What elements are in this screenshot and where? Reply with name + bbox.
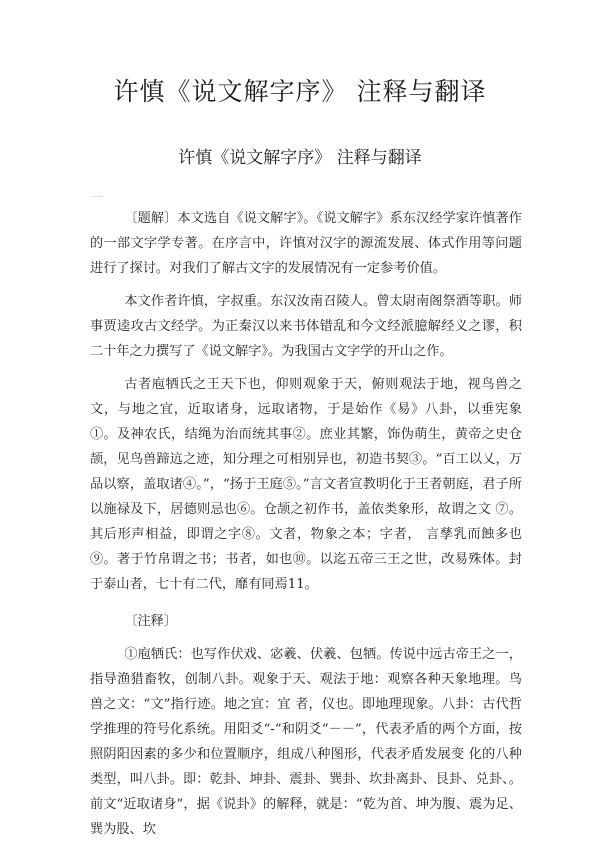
intro-paragraph: 〔题解〕本文选自《说文解字》。《说文解字》系东汉经学家许慎著作的一部文字学专著。在序言中，许慎对汉字的源流发展、体式作用等问题进行了探讨。对我们了解古文字的发展情况有一定参考价值。 (90, 211, 522, 276)
original-text-paragraph: 古者庖牺氏之王天下也，仰则观象于天，俯则观法于地，视鸟兽之文，与地之宜，近取诸身，远取诸物，于是始作《易》八卦，以垂宪象①。及神农氏，结绳为治而统其事②。庶业其繁，饰伪萌生，黄帝之史仓颉，见鸟兽蹄迒之迹，知分理之可相别异也，初造书契③。“百工以乂，万品以察，盖取诸④。”，“扬于王庭⑤。”言文者宣教明化于王者朝庭，君子所以施禄及下，居德则忌也⑥。仓颉之初作书，盖依类象形，故谓之文 ⑦。其后形声相益，即谓之字⑧。文者，物象之本；字者， 言孳乳而蝕多也⑨。著于竹帛谓之书；书者，如也⑩。以迄五帝三王之世，改易殊体。封于泰山者，七十有二代，靡有同焉11。 (90, 377, 522, 592)
corner-mark: ...... (92, 192, 104, 199)
document-body (90, 206, 522, 842)
notes-heading: 〔注释〕 (124, 614, 178, 629)
note-1-paragraph: ①庖牺氏：也写作伏戏、宓羲、伏羲、包牺。传说中远古帝王之一，指导渔猎畜牧，创制八卦。观象于天、观法于地：观察各种天象地理。鸟兽之文：“文”指行迹。地之宜：宜 者，仪也。即地理现象。八卦：古代哲学推理的符号化系统。用阳爻“-”和阴爻“－－”，代表矛盾的两个方面，按照阴阳因素的多少和位置顺序，组成八种图形，代表矛盾发展变 化的八种类型，叫八卦。即：乾卦、坤卦、震卦、巽卦、坎卦离卦、艮卦、兑卦、。前文“近取诸身”，据《说卦》的解释，就是：“乾为首、坤为腹、震为足、巽为股、坎 (90, 647, 522, 837)
author-paragraph: 本文作者许慎，字叔重。东汉汝南召陵人。曾太尉南阁祭酒等职。师事贾逵攻古文经学。为正秦汉以来书体错乱和今文经派臆解经义之谬，积二十年之力撰写了《说文解字》。为我国古文字学的开山之作。 (90, 294, 522, 359)
sub-title: 许慎《说文解字序》 注释与翻译 (178, 148, 422, 168)
main-title: 许慎《说文解字序》 注释与翻译 (113, 77, 487, 106)
